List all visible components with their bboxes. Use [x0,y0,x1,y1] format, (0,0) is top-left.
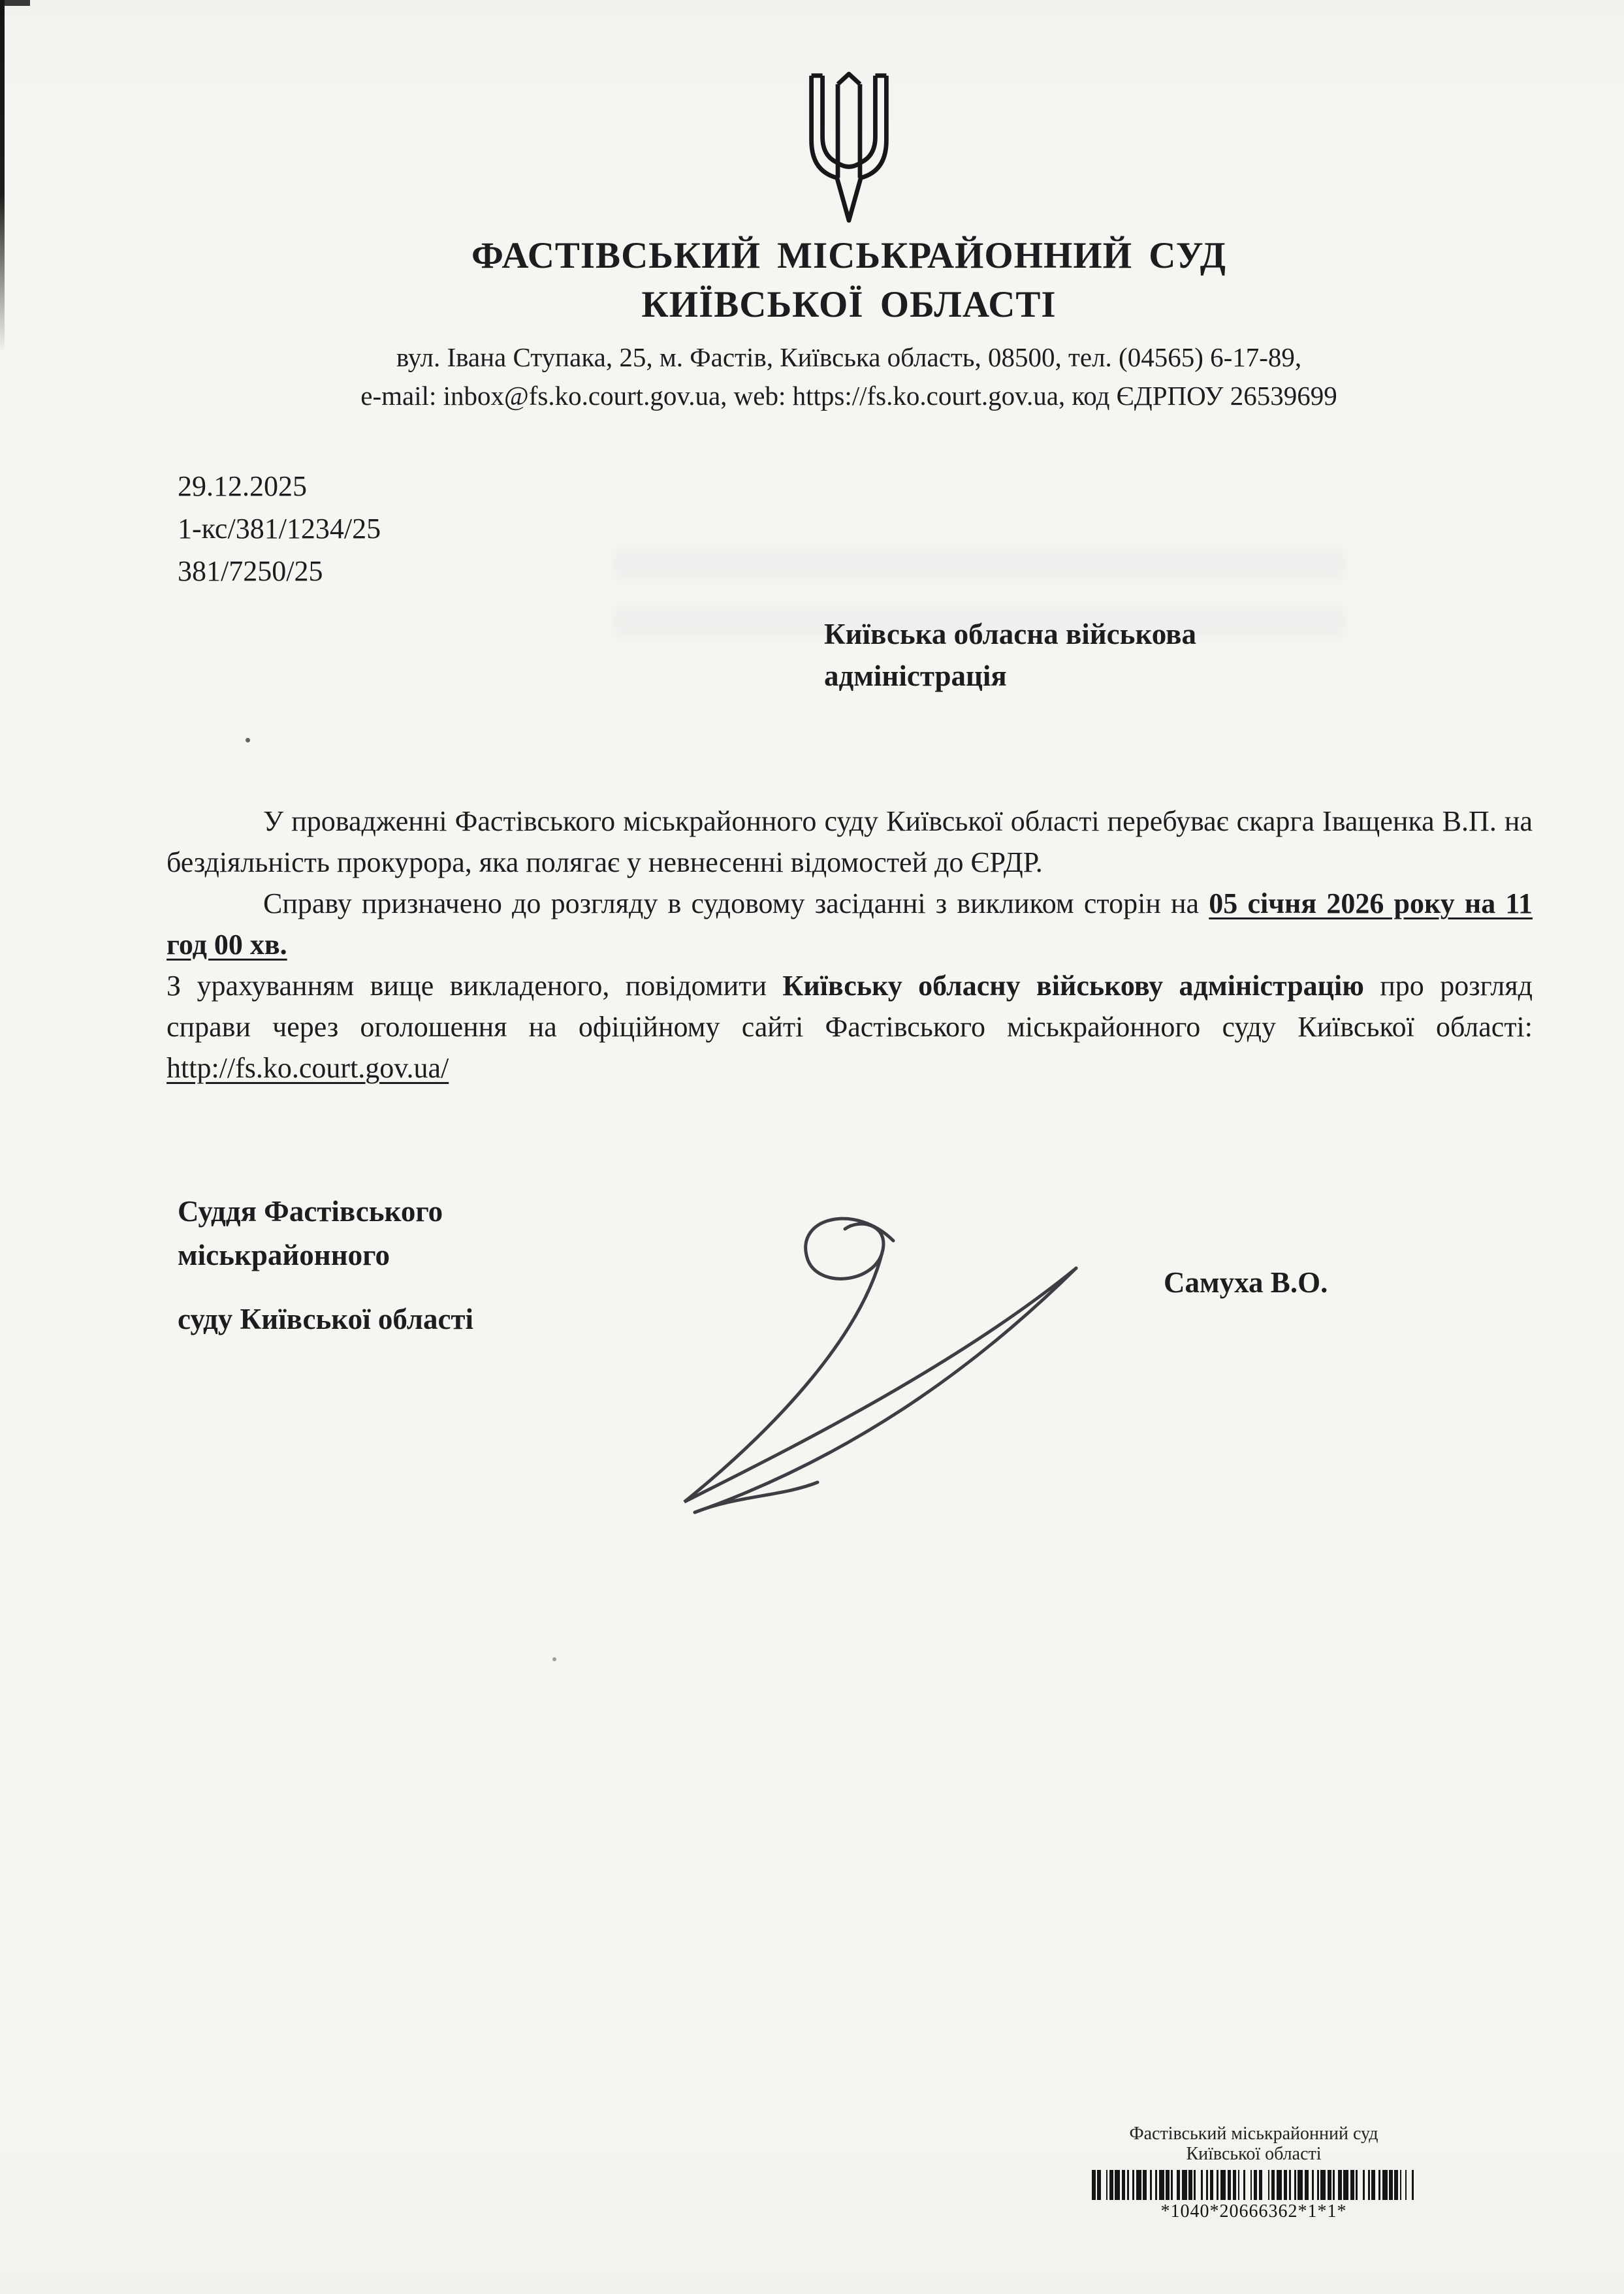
footer-court-line1: Фастівський міськрайонний суд [1129,2124,1378,2144]
paragraph3-text-start: З урахуванням вище викладеного, повідомити [167,970,783,1002]
barcode-text: *1040*20666362*1*1* [1160,2201,1347,2222]
court-name-line1: ФАСТІВСЬКИЙ МІСЬКРАЙОННИЙ СУД [471,235,1226,276]
barcode [1032,2170,1476,2200]
paragraph2-text: Справу призначено до розгляду в судовому засіданні з викликом сторін на [263,887,1209,919]
hearing-date: 05 січня 2026 року на 11 год 00 хв. [167,887,1533,961]
reference-block [178,465,381,592]
document-body [167,801,1533,1089]
judge-title-block [178,1190,473,1341]
addressee-block [824,614,1196,697]
judge-title-line3: суду Київської області [178,1303,474,1336]
ukraine-trident-emblem-icon [794,71,904,227]
footer-court-line2: Київської області [1186,2144,1322,2165]
scan-edge-artifact [0,0,5,353]
administration-name: Київську обласну військову адміністрацію [782,970,1364,1002]
addressee-line2: адміністрація [824,659,1007,692]
body-paragraph-3 [167,965,1533,1089]
case-number: 1-кс/381/1234/25 [178,513,381,545]
document-date: 29.12.2025 [178,470,307,502]
court-letterhead [167,0,1531,415]
court-name [167,231,1531,329]
handwritten-signature-icon [653,1195,1104,1528]
scan-speck [246,738,250,742]
court-email-web-line: e-mail: inbox@fs.ko.court.gov.ua, web: https://fs.ko.court.gov.ua, код ЄДРПОУ 26539699 [360,380,1337,411]
court-address-line: вул. Івана Ступака, 25, м. Фастів, Київська область, 08500, тел. (04565) 6-17-89, [396,342,1302,373]
scan-speck [552,1657,556,1661]
court-name-line2: КИЇВСЬКОЇ ОБЛАСТІ [641,284,1057,326]
body-paragraph-1: У провадженні Фастівського міськрайонного суду Київської області перебуває скарга Іващенка В.П. на бездіяльність прокурора, яка полягає у невнесенні відомостей до ЄРДР. [167,805,1533,878]
document-footer [1032,2124,1476,2222]
scan-corner-artifact [0,0,30,6]
proceeding-number: 381/7250/25 [178,555,323,588]
court-contact-info [167,338,1531,414]
paragraph3-text-middle: про розгляд справи через оголошення на офіційному сайті Фастівського міськрайонного суду Київської області: [167,970,1533,1043]
judge-title-line2: міськрайонного [178,1238,390,1271]
court-website-url: http://fs.ko.court.gov.ua/ [167,1052,449,1084]
addressee-line1: Київська обласна військова [824,618,1196,650]
judge-name: Самуха В.О. [1164,1266,1328,1299]
body-paragraph-2 [167,883,1533,965]
judge-title-line1: Суддя Фастівського [178,1195,443,1228]
